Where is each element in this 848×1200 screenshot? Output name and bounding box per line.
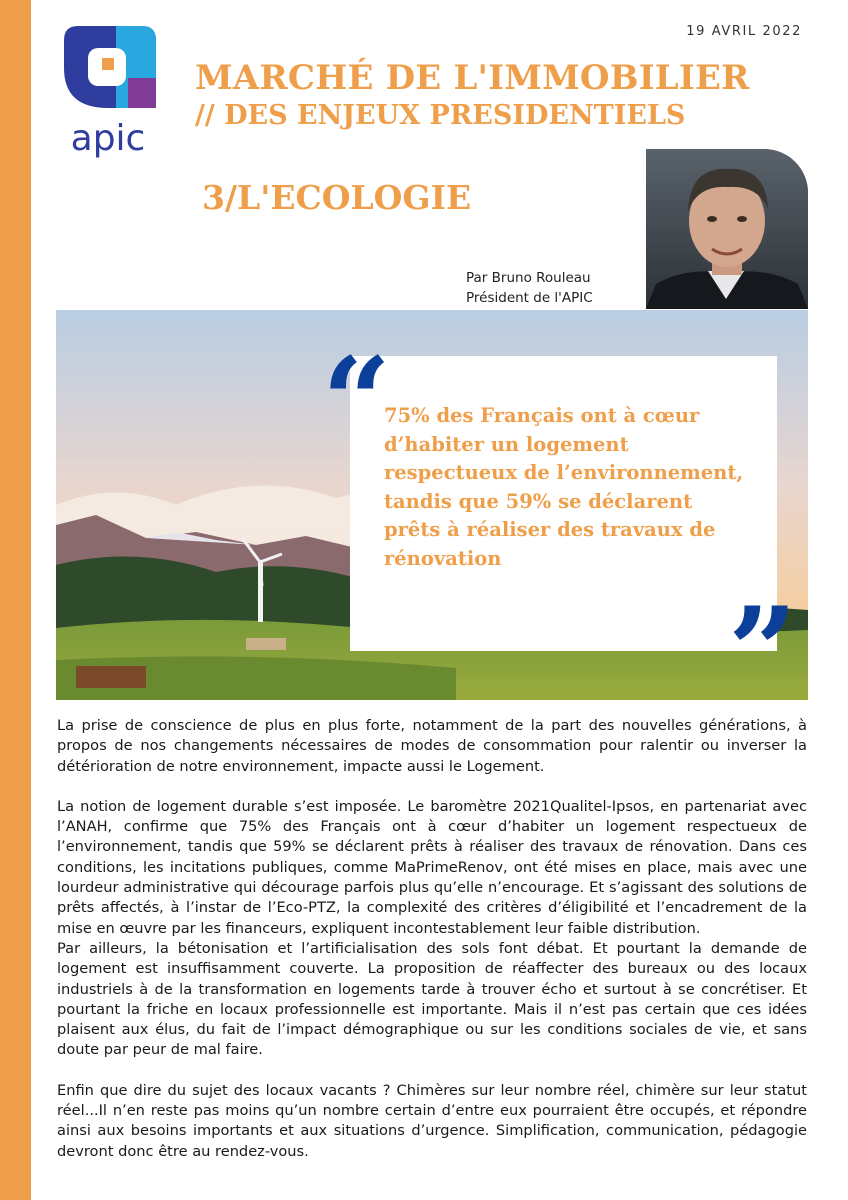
title-line-2: // DES ENJEUX PRESIDENTIELS	[195, 100, 686, 131]
open-quote-icon: “	[322, 331, 392, 472]
author-portrait	[646, 149, 808, 309]
left-accent-stripe	[0, 0, 31, 1200]
article-paragraph: Enfin que dire du sujet des locaux vacants ? Chimères sur leur nombre réel, chimère sur leur statut réel...Il n’en reste pas moins qu’un nombre certain d’entre eux pourraient être occupés, et répondre ainsi aux besoins importants et aux situations d’urgence. Simplification, communication, pédagogie devront donc être au rendez-vous.	[57, 1081, 807, 1160]
logo-wordmark: apic	[70, 118, 146, 158]
author-name: Par Bruno Rouleau	[466, 270, 591, 286]
article-paragraph: La notion de logement durable s’est imposée. Le baromètre 2021Qualitel-Ipsos, en partenariat avec l’ANAH, confirme que 75% des Français ont à cœur d’habiter un logement respectueux de l’environnement, tandis que 59% se déclarent prêts à réaliser des travaux de rénovation. Dans ces conditions, les incitations publiques, comme MaPrimeRenov, ont été mises en place, mais avec une lourdeur administrative qui décourage parfois plus qu’elle n’encourage. Et s’agissant des solutions de prêts affectés, à l’instar de l’Eco-PTZ, la complexité des critères d’éligibilité et l’encadrement de la mise en œuvre par les financeurs, expliquent incontestablement leur faible distribution.	[57, 797, 807, 937]
pull-quote-text: 75% des Français ont à cœur d’habiter un logement respectueux de l’environnement, tandis que 59% se déclarent prêts à réaliser des travaux de rénovation	[384, 404, 744, 570]
author-byline	[466, 268, 593, 308]
article-paragraph: La prise de conscience de plus en plus forte, notamment de la part des nouvelles générations, à propos de nos changements nécessaires de modes de consommation pour ralentir ou inverser la détérioration de notre environnement, impacte aussi le Logement.	[57, 717, 807, 775]
apic-logo	[58, 18, 162, 158]
section-subtitle: 3/L'ECOLOGIE	[202, 178, 472, 217]
author-role: Président de l'APIC	[466, 290, 593, 306]
apic-logo-mark	[58, 18, 162, 158]
article-title	[195, 56, 825, 132]
article-body	[57, 716, 807, 1162]
publication-date: 19 AVRIL 2022	[686, 24, 802, 39]
article-paragraph: Par ailleurs, la bétonisation et l’artificialisation des sols font débat. Et pourtant la demande de logement est insuffisamment couverte. La proposition de réaffecter des bureaux ou des locaux industriels à de la transformation en logements tarde à trouver écho et surtout à se concrétiser. Et pourtant la friche en locaux professionnelle est importante. Mais il n’est pas certain que ces idées plaisent aux élus, du fait de l’impact démographique ou sur les conditions sociales de vie, et sans doute par peur de mal faire.	[57, 939, 807, 1059]
close-quote-icon: ”	[728, 581, 798, 722]
title-line-1: MARCHÉ DE L'IMMOBILIER	[195, 58, 750, 98]
